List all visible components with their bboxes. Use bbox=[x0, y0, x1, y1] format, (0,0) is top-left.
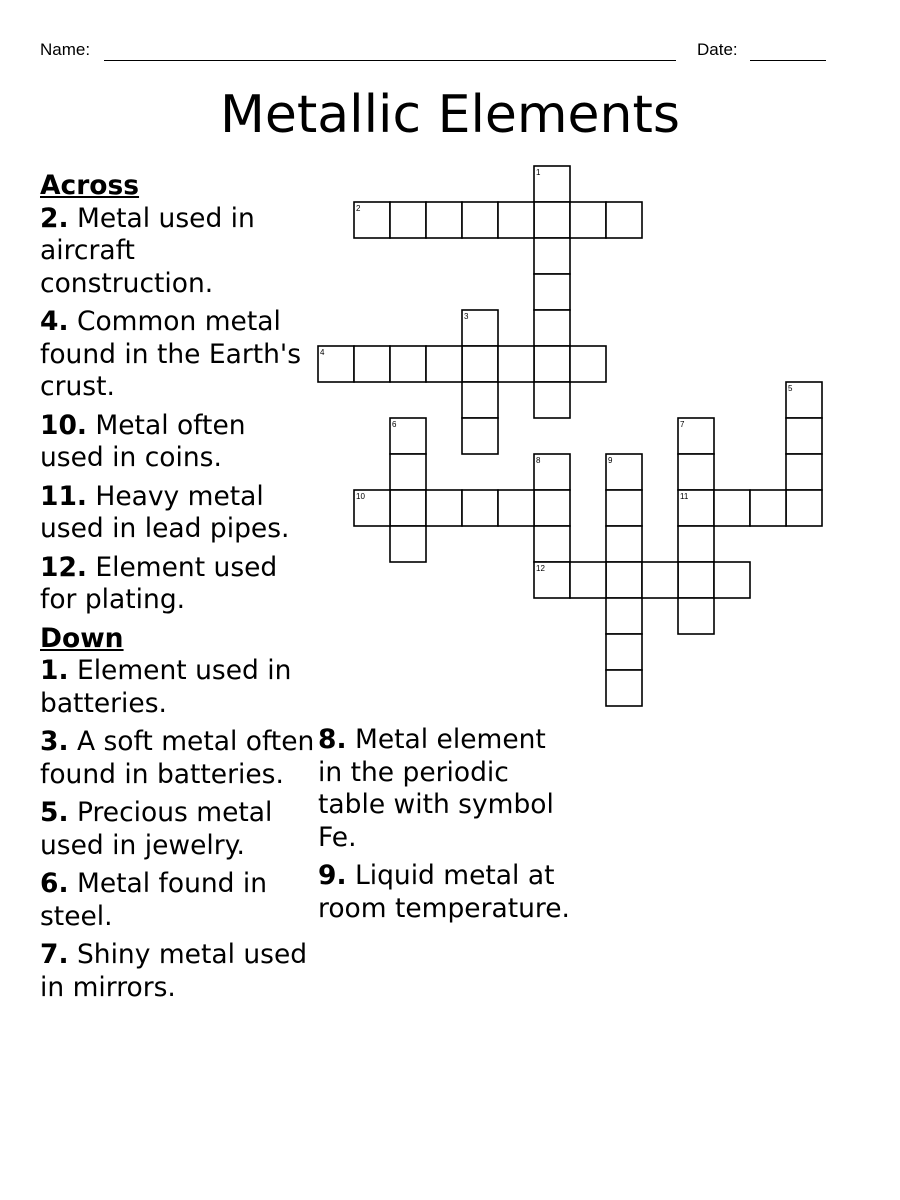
grid-cell[interactable] bbox=[786, 490, 822, 526]
date-label: Date: bbox=[697, 40, 738, 59]
grid-cell[interactable] bbox=[390, 526, 426, 562]
cell-number: 9 bbox=[608, 456, 613, 465]
clue-number: 4. bbox=[40, 306, 69, 337]
grid-cell[interactable] bbox=[390, 490, 426, 526]
grid-cell[interactable] bbox=[714, 562, 750, 598]
cell-number: 6 bbox=[392, 420, 397, 429]
grid-cell[interactable] bbox=[390, 346, 426, 382]
grid-cell[interactable] bbox=[750, 490, 786, 526]
across-heading: Across bbox=[40, 170, 140, 201]
grid-cell[interactable] bbox=[534, 490, 570, 526]
grid-cell[interactable] bbox=[570, 202, 606, 238]
clue-number: 3. bbox=[40, 726, 69, 757]
page-title: Metallic Elements bbox=[220, 85, 680, 145]
clue-text: Liquid metal at room temperature. bbox=[318, 860, 570, 924]
grid-cell[interactable] bbox=[678, 598, 714, 634]
grid-cell[interactable] bbox=[714, 490, 750, 526]
clue-number: 11. bbox=[40, 480, 87, 512]
grid-cell[interactable] bbox=[606, 526, 642, 562]
cell-number: 11 bbox=[680, 492, 689, 501]
grid-cell[interactable] bbox=[426, 202, 462, 238]
clue-number: 12. bbox=[40, 551, 87, 583]
cell-number: 10 bbox=[356, 492, 365, 501]
name-label: Name: bbox=[40, 40, 91, 59]
clue-number: 10. bbox=[40, 409, 87, 441]
clue-text: A soft metal often found in batteries. bbox=[40, 726, 315, 790]
grid-cell[interactable] bbox=[570, 562, 606, 598]
clue-text: Shiny metal used in mirrors. bbox=[40, 939, 308, 1003]
grid-cell[interactable] bbox=[606, 634, 642, 670]
grid-cell[interactable] bbox=[786, 454, 822, 490]
cell-number: 8 bbox=[536, 456, 541, 465]
clue-number: 8. bbox=[318, 724, 347, 755]
clue-text: Precious metal used in jewelry. bbox=[40, 797, 273, 861]
cell-number: 3 bbox=[464, 312, 469, 321]
grid-cell[interactable] bbox=[606, 562, 642, 598]
cell-number: 4 bbox=[320, 348, 325, 357]
grid-cell[interactable] bbox=[534, 382, 570, 418]
clue-number: 9. bbox=[318, 860, 347, 891]
grid-cell[interactable] bbox=[462, 418, 498, 454]
grid-cell[interactable] bbox=[642, 562, 678, 598]
clue-number: 6. bbox=[40, 868, 69, 899]
grid-cell[interactable] bbox=[606, 202, 642, 238]
clue-number: 5. bbox=[40, 797, 69, 828]
grid-cell[interactable] bbox=[462, 346, 498, 382]
grid-cell[interactable] bbox=[678, 526, 714, 562]
cell-number: 12 bbox=[536, 564, 545, 573]
clue-text: Heavy metal used in lead pipes. bbox=[40, 480, 290, 544]
cell-number: 5 bbox=[788, 384, 793, 393]
clue-number: 2. bbox=[40, 202, 69, 234]
grid-cell[interactable] bbox=[534, 274, 570, 310]
clue-number: 7. bbox=[40, 939, 69, 970]
grid-cell[interactable] bbox=[390, 202, 426, 238]
grid-cell[interactable] bbox=[498, 346, 534, 382]
cell-number: 7 bbox=[680, 420, 685, 429]
grid-cell[interactable] bbox=[426, 346, 462, 382]
grid-cell[interactable] bbox=[534, 346, 570, 382]
grid-cell[interactable] bbox=[678, 562, 714, 598]
grid-cell[interactable] bbox=[606, 598, 642, 634]
grid-cell[interactable] bbox=[678, 454, 714, 490]
clue-text: Metal often used in coins. bbox=[40, 409, 246, 473]
cell-number: 2 bbox=[356, 204, 361, 213]
grid-cell[interactable] bbox=[462, 382, 498, 418]
grid-cell[interactable] bbox=[462, 490, 498, 526]
clue-text: Common metal found in the Earth's crust. bbox=[40, 306, 302, 402]
clue-text: Metal found in steel. bbox=[40, 868, 268, 932]
grid-cell[interactable] bbox=[462, 202, 498, 238]
grid-cell[interactable] bbox=[498, 202, 534, 238]
grid-cell[interactable] bbox=[534, 526, 570, 562]
grid-cell[interactable] bbox=[534, 238, 570, 274]
clue-text: Element used in batteries. bbox=[40, 655, 292, 719]
grid-cell[interactable] bbox=[606, 670, 642, 706]
grid-cell[interactable] bbox=[786, 418, 822, 454]
grid-cell[interactable] bbox=[570, 346, 606, 382]
grid-cell[interactable] bbox=[354, 346, 390, 382]
clue-text: Element used for plating. bbox=[40, 551, 278, 615]
clue-text: Metal used in aircraft construction. bbox=[40, 202, 255, 299]
grid-cell[interactable] bbox=[498, 490, 534, 526]
grid-cell[interactable] bbox=[606, 490, 642, 526]
grid-cell[interactable] bbox=[534, 310, 570, 346]
grid-cell[interactable] bbox=[426, 490, 462, 526]
grid-cell[interactable] bbox=[534, 202, 570, 238]
cell-number: 1 bbox=[536, 168, 541, 177]
down-heading: Down bbox=[40, 622, 124, 654]
clue-number: 1. bbox=[40, 655, 69, 686]
grid-cell[interactable] bbox=[390, 454, 426, 490]
clue-text: Metal element in the periodic table with symbol Fe. bbox=[318, 724, 554, 853]
